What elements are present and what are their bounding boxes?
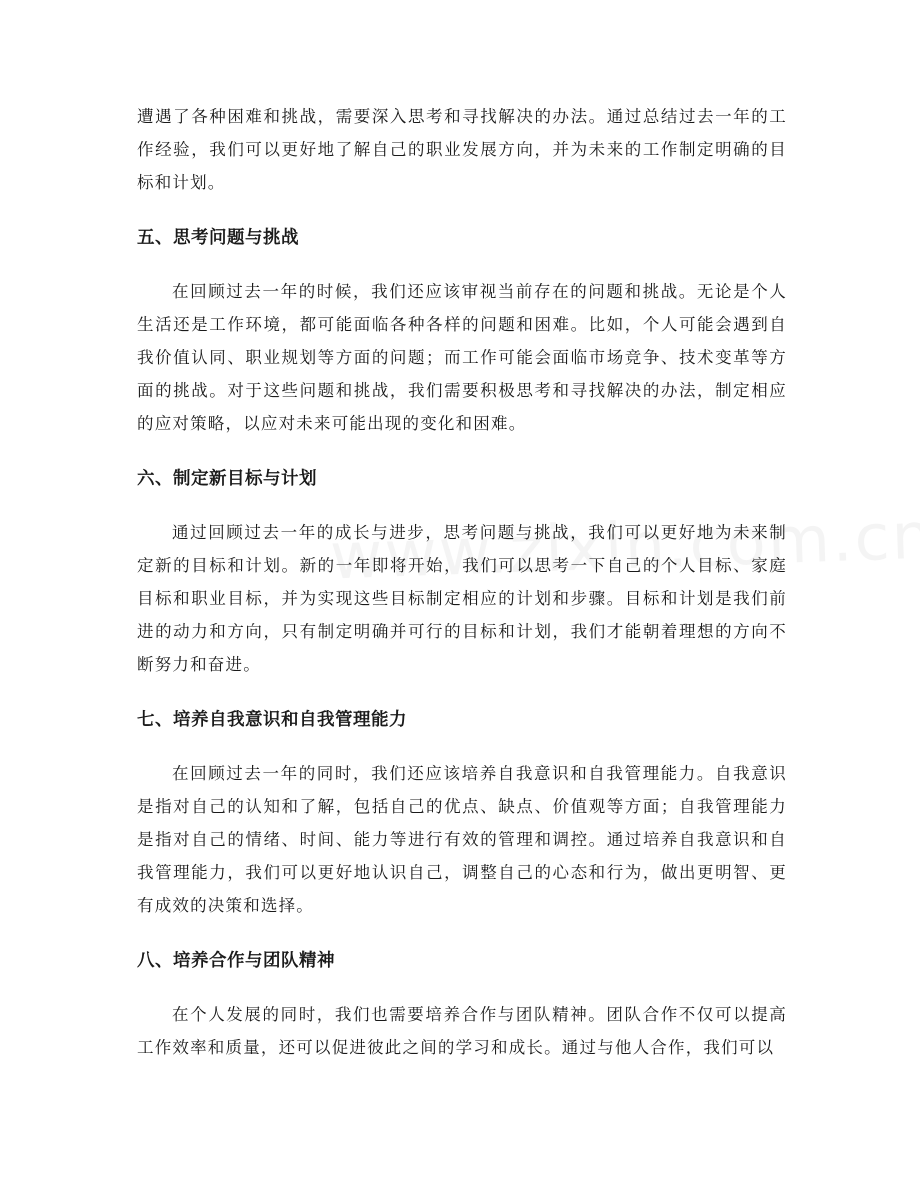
section-heading-8: 八、培养合作与团队精神 [137,951,335,971]
section-heading-5: 五、思考问题与挑战 [137,228,299,248]
section-heading-6: 六、制定新目标与计划 [137,469,317,489]
section-paragraph-8: 在个人发展的同时，我们也需要培养合作与团队精神。团队合作不仅可以提高工作效率和质量，还可以促进彼此之间的学习和成长。通过与他人合作，我们可以 [137,1005,787,1057]
document-body [137,100,787,1064]
section-paragraph-7: 在回顾过去一年的同时，我们还应该培养自我意识和自我管理能力。自我意识是指对自己的认知和了解，包括自己的优点、缺点、价值观等方面；自我管理能力是指对自己的情绪、时间、能力等进行有效的管理和调控。通过培养自我意识和自我管理能力，我们可以更好地认识自己，调整自己的心态和行为，做出更明智、更有成效的决策和选择。 [137,764,787,915]
section-paragraph-5: 在回顾过去一年的时候，我们还应该审视当前存在的问题和挑战。无论是个人生活还是工作环境，都可能面临各种各样的问题和困难。比如，个人可能会遇到自我价值认同、职业规划等方面的问题；而工作可能会面临市场竞争、技术变革等方面的挑战。对于这些问题和挑战，我们需要积极思考和寻找解决的办法，制定相应的应对策略，以应对未来可能出现的变化和困难。 [137,282,787,433]
section-paragraph-6: 通过回顾过去一年的成长与进步，思考问题与挑战，我们可以更好地为未来制定新的目标和计划。新的一年即将开始，我们可以思考一下自己的个人目标、家庭目标和职业目标，并为实现这些目标制定相应的计划和步骤。目标和计划是我们前进的动力和方向，只有制定明确并可行的目标和计划，我们才能朝着理想的方向不断努力和奋进。 [137,523,787,674]
intro-paragraph: 遭遇了各种困难和挑战，需要深入思考和寻找解决的办法。通过总结过去一年的工作经验，我们可以更好地了解自己的职业发展方向，并为未来的工作制定明确的目标和计划。 [137,107,787,192]
section-heading-7: 七、培养自我意识和自我管理能力 [137,710,407,730]
